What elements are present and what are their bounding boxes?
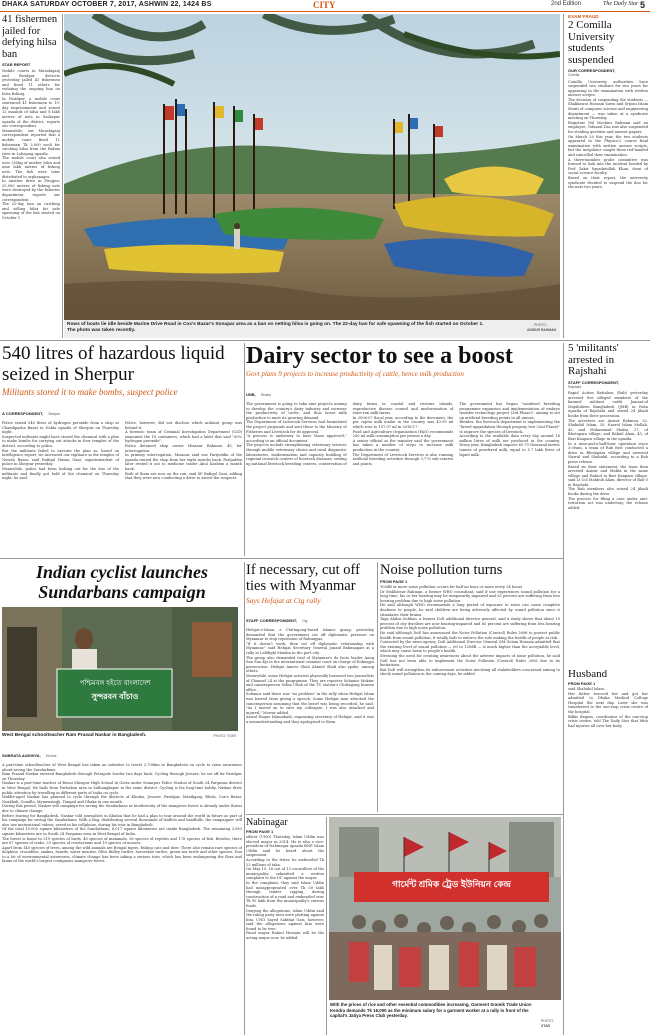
noise-body: 100dB or more noise pollution occurs for half an hour or more every 24 hours. Dr Mokhlesur Rahman, a former WHO consultant, said if one experiences sound pollution for a long time, his or her hearing may be temporarily impaired and 55 percent are suffering from less hearing problem due to high noise pollution. He said although WHO recommends a long period of exposure to noise can cause complete deafness to people, he said children are being adversely affected by sound pollution since it stimulates their brains. Taga Abdus Sobhan, a former DoE additional director general, said a study shows that about 10 percent of city dwellers are now hearing-impaired and 65 percent are suffering from less hearing problem due to high noise pollution. He said although DoE has announced the Noise Pollution (Control) Rules 2006 to protect public health from sound pollution, it totally fails to enforce the rule making the health of people at risk. Contacted by the news agency, DoE Additional Director General QM Golam Hossain admitted that the existing level of sound pollution — 60 to 120dB — is much higher than the acceptable level, which may cause harm to people's health. Stressing the need for creating awareness about the adverse impacts of noise pollution, he said DoE has not been able to implement the Noise Pollution (Control) Rules 2006 due to its limitations. But DoE will strengthen its enforcement activities involving all stakeholders concerned aiming to check sound pollution in the coming days, he added. xyxy=(380,585,560,677)
rmg-credit-name: STAR xyxy=(541,1024,550,1028)
rajshahi-byline: STAFF CORRESPONDENT, xyxy=(568,379,620,385)
myanmar-subhead: Says Hefajat at Ctg rally xyxy=(246,596,321,605)
cyclist-headline: Indian cyclist launches Sundarbans campaign xyxy=(35,562,209,602)
masthead xyxy=(0,0,650,12)
rajshahi-body: Rapid Action Battalion (Rab) yesterday arrested five alleged members of the banned militant outfit Jamaat-ul Mujahideen Bangladesh (JMB) in Paba upazila of Rajshahi and seized 24 jihadi books from their possession. The arrestees are Anisur Rahman, 32, Shahidul Islam, 35, Nazrul Islam Mollah, 42, and Mohammad Mukta, 27, of Bhotapara village, and Rabiul Alam, 45, of Bari Kanpara village in the upazila. In a nine-and-a-half-hour operation since 3:00am, a team of Rab first conducted a drive in Bhotapara village and arrested Nazrul and Shahidul, according to a Rab press release. Based on their statement, the team then arrested Anisur and Mukta in the same village and Rabiul in Bari Kanpara village, said Lt Col Mahbub Alam, director of Rab-5 in Rajshahi. The Rab members also seized 24 jihadi books during the drive. The process for filing a case under anti-terrorism act was underway, the release added. xyxy=(568,391,648,510)
sherpur-byline: A CORRESPONDENT, xyxy=(2,411,44,416)
sherpur-body: Police seized 540 litres of hydrogen peroxide from a shop at Chandipasha Bazar in Nokla upazila of Sherpur on Thursday night. Suspected militants might have stored the chemical with a plan to make bombs for carrying out attacks in four temples of the district, according to police. But the militants failed to execute the plan as, based on intelligence report, we increased our vigilance in the temples of Nawab Bazar, said Rafiqul Hasan Gani, superintendent of police in Sherpur yesterday. Meanwhile, police had been looking out for the duo of the militants and finally got hold of the chemical on Thursday night, he said. Police, however, did not disclose which militant group was behind it. A forensic team of Criminal Investigation Department (CID) examined the 18 containers, which had a label that said "50% hydrogen peroxide". Police detained shop owner Mizanur Rahman, 45, for interrogation. In primary interrogation, Mizanur said one Farijuddin of the upazila rented the shop from her eight months back. Farijuddin later rented it out to medicine trader Abul Kashem a month back. Both of them are now on the run, said SP Rafiqul Gani, adding that they were now conducting a drive to arrest the suspects. xyxy=(2,421,242,481)
rmg-photo xyxy=(329,817,561,1000)
divider xyxy=(246,814,563,815)
myanmar-headline: If necessary, cut off ties with Myanmar xyxy=(246,562,360,594)
rajshahi-dateline: Rajshahi xyxy=(568,384,582,389)
cyclist-byline: SUBRATA AUDHIYA, xyxy=(2,753,41,758)
divider xyxy=(563,14,564,338)
comilla-story xyxy=(568,14,648,338)
myanmar-story xyxy=(246,562,374,812)
comilla-body: Comilla University authorities have suspended two students for two years for appearing in the examination with written answer scripts. The decision of suspending the students — Shakhawat Hossain Sawn and Srijoni Islam Monti of computer science and engineering department — was taken at a syndicate meeting on Thursday. Registrar Md Moshiur Rahman said an employee, Tofazzal Das was also suspended for stealing question and answer papers. On March 20 this year, the two students appeared in the Physics-2 course final examination with written answer scripts, but the invigilator caught them red-handed and cancelled their examination. A three-member probe committee was formed to look into the incident headed by Prof Zakir Sayadatullah Khan, dean of social science faculty. Based on their report, the university syndicate decided to suspend the duo for the next two years. xyxy=(568,79,648,190)
sherpur-headline: 540 litres of hazardous liquid seized in Sherpur xyxy=(2,343,225,385)
boats-credit-label: PHOTO: xyxy=(534,323,547,327)
cyclist-photo-image xyxy=(2,607,238,731)
hilsa-byline: STAR REPORT xyxy=(2,62,31,67)
nabinagar-story xyxy=(246,817,324,1035)
page-number: 5 xyxy=(640,0,646,10)
cyclist-body: A part-time schoolteacher of West Bengal has taken an initiative to travel 2,700km in Bangladesh on cycle to raise awareness about saving the Sundarbans. Ram Prasad Naskar entered Bangladesh through Petrapole border two days back. Cycling through Jessore, he set off for Faridpur on Thursday. Naskar is a part-time teacher of Benoi Sheopur High School in Gotra under Sonarpur Police Station of South 24 Parganas district in West Bengal. He hails from Purbabon area in Sidhangkapur in the same district. Cycling is his long-time hobby. Naskar drew public attention by travelling in different parts of India on cycle. Middle-aged Naskar has planned to cycle through the districts of Khulna, Jessore, Faridpur, Manikganj, Bhola, Cox's Bazar, Noakhali, Comilla, Mymensingh, Tangail and Dhaka in one month. During this period, Naskar will campaign for saving the Sundarbans as biodiversity of the mangrove forest is already under threat due to climate change. Before leaving for Bangladesh, Naskar told journalists in Khulna that he had a plan to tour around the world in future as part of his campaign for saving the Sundarbans. With a flag, distributing several thousands of leaflets and handbills, the campaigner will also use motivational videos, saved in his cellphone, during his tour in Bangladesh. Of the total 10,000 square kilometres of the Sundarbans, 6,017 square kilometres are inside Bangladesh. The remaining 3,983 square kilometres are in South 24 Parganas area in West Bengal of India. The forest is home to 219 species of birds, 40 species of mammals, 56 species of reptiles and 176 species of fish. Besides, there are 67 species of crabs, 23 species of crustaceans and 19 species of mosses. Apart from 140 species of trees, among the wild animals are Bengal tigers, fishing cats and deer. There also remain rare species of dolphins, crocodiles, snakes, lizards, water monitor, Olive Ridley turtles, horseshoe turtles, green sea turtle and other species. Due to a lot of environmental awareness, climate change has been taking a serious turn, which has been endangering the flora and fauna of the world's largest contiguous mangrove forest. xyxy=(2,763,242,864)
myanmar-byline: STAFF CORRESPONDENT, xyxy=(246,618,298,623)
divider xyxy=(244,343,245,556)
myanmar-dateline: Ctg xyxy=(302,619,308,623)
cyclist-caption: West Bengal schoolteacher Ram Prasad Naskar in Bangladesh. xyxy=(2,733,147,738)
cyclist-banner-line1: পশ্চিমবঙ্গ হইতে বাংলাদেশ xyxy=(79,680,151,687)
noise-headline: Noise pollution turns xyxy=(380,562,503,578)
hilsa-body: Mobile courts in Munshiganj and Faridpur districts yesterday jailed 41 fishermen and fined 11 others for violating the ongoing ban on hilsa fishing. In Faridpur, a mobile court sentenced 41 fishermen to 15-day imprisonment and seized 12 maunds of hilsa and 8 lakh metres of nets in Sadarpur upazila of the district, reports our correspondent. Meanwhile, our Munshiganj correspondent reported that a mobile court fined 11 fishermen Tk 2,000 each for catching hilsa from the Padma river in Lohajang upazila. The mobile court also seized over 250kg of mother hilsa and nine lakh metres of fishing nets. The fish were later distributed to orphanages. In another drive in Pirojpur, 25,000 metres of fishing nets were destroyed by the fisheries department, reports our correspondent. The 22-day ban on catching and selling hilsa for safe spawning of the fish started on October 1. xyxy=(2,69,60,220)
hilsa-headline: 41 fishermen jailed for defying hilsa ban xyxy=(2,14,58,60)
cyclist-banner-line2: সুন্দরবন বাঁচাও xyxy=(91,692,139,701)
boats-photo xyxy=(64,14,560,320)
cyclist-story xyxy=(2,562,242,1035)
dairy-body: The government is going to take nine projects aiming to develop the country's dairy industry and increase the productivity of cattle, and thus boost milk production to meet its growing demand. The Department of Livestock Services had formulated the project proposals and sent those to the Ministry of Fisheries and Livestock for its approval. "A process is underway to have those approved," according to an official document. The projects include strengthening veterinary services through mobile veterinary clinics and rural diagnostic laboratories, modernisation and capacity building of regional research centres of livestock diseases, setting up national livestock breeding centres, conservation of dairy farms in coastal and riverine islands, reproductive disease control and modernisation of state-run milk farms. In 2006-07 fiscal year, according to the document, the per capita milk intake in the country was 43.95 ml which rose to 157.97 ml in 2016-17. Food and Agriculture Organization (FAO) recommends 250 ml milk consumption per person a day. A senior official at the ministry said the government has taken a number of steps to increase milk production in the country. The Department of Livestock Services is also running artificial breeding activities through 3,770 sub-centres and points. The government has begun "sanitised breeding programme expansion and implementation of embryo transfer technology project (3rd Phase)", aiming to set up artificial breeding points in all unions. Besides, the livestock department is implementing the "breed upgradation through progeny test (2nd Phase)" to improve the species of livestock. According to the available data every day around 18 million litres of milk are produced in the country. Every year, Bangladesh imports 65-70 thousand metric tonnes of powdered milk, equal to 5.7 lakh litres of liquid milk. xyxy=(246,402,560,466)
rmg-photo-image xyxy=(329,817,561,1000)
dairy-headline: Dairy sector to see a boost xyxy=(246,343,513,369)
husband-jump: FROM PAGE 1 xyxy=(568,681,596,686)
comilla-headline: 2 Comilla University students suspended xyxy=(568,19,615,66)
divider xyxy=(0,558,563,559)
boats-caption-bar xyxy=(64,320,560,338)
divider xyxy=(0,340,650,341)
myanmar-body: Hefajat-e-Islam, a Chittagong-based Islamic group, yesterday demanded that the government cut off diplomatic pressure on Myanmar to stop repression of Rohingyas. "If it doesn't work, then cut off diplomatic relationship with Myanmar," said Hefajat Secretary General Junaid Babunagari at a rally at Lalldighi Maidan in the port city. The group also demanded trial of Myanmar's de facto leader Aung San Suu Kyi in the international criminal court on charge of Rohingya persecution. Hefajat Ameer Shah Ahmed Shafi also spoke, among others. Meanwhile, some Hefajat activists physically harassed two journalists of Channel 24 at the programme. They are reporter Sohanur Moktar and cameraperson Selim Ullah of the TV station's Chittagong bureau office. Sohanur said there was "no problem" in the rally when Hefajat Islam was barred from giving a speech. Some Hefajat men attacked the cameraperson assuming that the brawl was being recorded, he said. "As I moved on to save my colleague, I was also attacked and injured," Mowar added. Azizul Haque Islamabadi, organising secretary of Hefajat, said it was a misunderstanding and they apologised to them. xyxy=(246,628,374,724)
husband-headline: Husband xyxy=(568,668,608,680)
section-name: CITY xyxy=(313,0,336,10)
rajshahi-story xyxy=(568,343,648,668)
divider xyxy=(326,817,327,1035)
cyclist-credit: PHOTO: STAR xyxy=(213,734,236,738)
rmg-caption-bar xyxy=(329,1000,561,1035)
comilla-kicker: EXAM FRAUD xyxy=(568,14,599,19)
masthead-dateline: DHAKA SATURDAY OCTOBER 7, 2017, ASHWIN 22, 1424 BS xyxy=(2,1,212,8)
boats-photo-image xyxy=(64,14,560,320)
hilsa-story xyxy=(2,14,60,338)
noise-story xyxy=(380,562,560,812)
boats-caption: Rows of boats lie idle beside Marine Drive Road in Cox's Bazar's Sonapar area as a ban on netting hilsa is going on. The 22-day ban for safe spawning of the fish started on October 1. The photo was taken recently. xyxy=(67,322,484,334)
cyclist-photo xyxy=(2,607,238,731)
dairy-dateline: Dhaka xyxy=(260,393,271,397)
divider xyxy=(62,14,63,338)
rajshahi-headline: 5 'militants' arrested in Rajshahi xyxy=(568,343,619,377)
rmg-banner-text: গার্মেন্ট শ্রমিক ট্রেড ইউনিয়ন কেন্দ্র xyxy=(392,879,511,889)
sherpur-dateline: Sherpur xyxy=(48,412,61,416)
dairy-subhead: Govt plans 9 projects to increase productivity of cattle, hence milk production xyxy=(246,370,464,378)
divider xyxy=(244,562,245,1035)
boats-credit-name: ANISUR RAHMAN xyxy=(527,328,557,332)
nabinagar-body: officer (UNO) Thursday, Islam Uddin was elected mayor in 2014. He is also a vice-president of Nabinagar upazila BNP. Islam Uddin said he heard about the suspension. According to the letter, he embezzled Tk 23 millions of taka. On May 10, 16 out of 12 councillors of the municipality submitted a written complaint to the DC against the mayor. In the complaint, they said Islam Uddin had misappropriated over Tk 50 lakh through tender rigging during construction of a road and embezzled over Tk 90 lakh from the municipality's various funds. Denying the allegations, Islam Uddin said the ruling party men were plotting against him. UNO Sayed Sakthat Gazi, however, said the allegations against him were found to be true. Panel mayor Rabiul Hossain will be the acting mayor now, he added. xyxy=(246,835,324,941)
sherpur-subhead: Militants stored it to make bombs, suspect police xyxy=(2,387,178,397)
divider xyxy=(377,562,378,812)
rmg-caption: With the prices of rice and other essential commodities increasing, Garment Sramik Trade Union Kendra demands Tk 16,000 as the minimum salary for a garment worker at a rally in front of the capital's Jatiya Press Club yesterday. xyxy=(330,1002,532,1019)
divider xyxy=(563,343,564,1035)
rmg-credit-label: PHOTO: xyxy=(541,1019,554,1023)
husband-body: said Shahidul Islam. Her father rescued her and got her admitted to Dhaka Medical College Hospital the next day. Later she was transferred to the one-stop crisis centre of the hospital. Bilkis Begum, coordinator of the one-stop crisis centre, told The Daily Star that Mita had injuries all over her body. xyxy=(568,687,648,728)
cyclist-dateline: Khulna xyxy=(45,754,57,758)
comilla-byline: OUR CORRESPONDENT, xyxy=(568,68,616,73)
sherpur-story xyxy=(2,343,242,556)
dairy-story xyxy=(246,343,560,556)
nabinagar-jump: FROM PAGE 1 xyxy=(246,829,274,834)
noise-jump: FROM PAGE 1 xyxy=(380,579,408,584)
comilla-dateline: Comilla xyxy=(568,73,580,77)
dairy-byline: UNB, xyxy=(246,392,256,397)
edition-label: 2nd Edition xyxy=(551,1,582,7)
paper-logo: The Daily Star xyxy=(603,1,639,7)
husband-story xyxy=(568,668,648,808)
nabinagar-headline: Nabinagar xyxy=(246,817,288,828)
